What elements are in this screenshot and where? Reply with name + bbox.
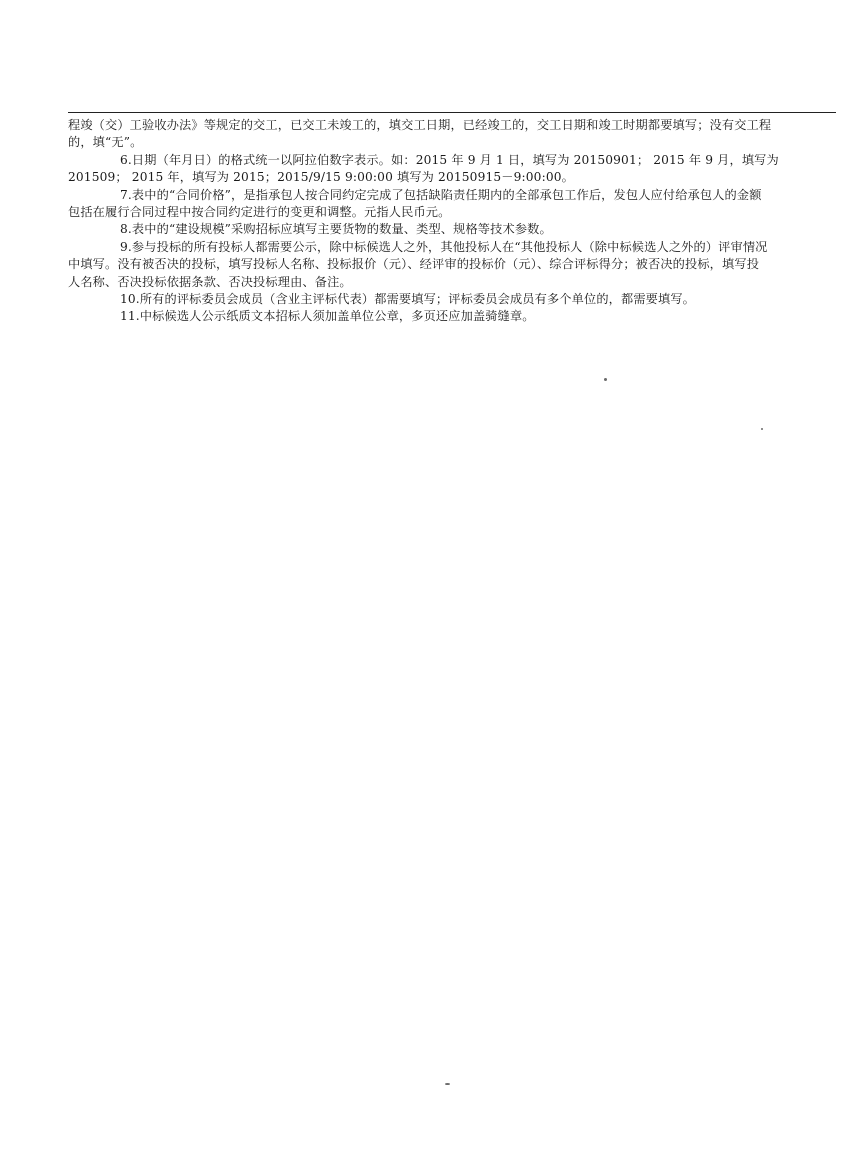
note-item-7-line-1: 7.表中的“合同价格”，是指承包人按合同约定完成了包括缺陷责任期内的全部承包工作后，发包人应付给承包人的金额 — [120, 187, 762, 202]
note-item-7-line-2: 包括在履行合同过程中按合同约定进行的变更和调整。元指人民币元。 — [68, 204, 451, 219]
note-item-6-line-1: 6.日期（年月日）的格式统一以阿拉伯数字表示。如：2015 年 9 月 1 日，填写为 20150901； 2015 年 9 月，填写为 — [120, 152, 779, 167]
notes-section — [68, 117, 840, 326]
note-item-10-line-1: 10.所有的评标委员会成员（含业主评标代表）都需要填写；评标委员会成员有多个单位的，都需要填写。 — [120, 291, 696, 306]
note-continuation-line-1: 程竣（交）工验收办法》等规定的交工，已交工未竣工的，填交工日期，已经竣工的，交工日期和竣工时期都要填写；没有交工程 — [68, 118, 772, 132]
note-item-8-line-1: 8.表中的“建设规模”采购招标应填写主要货物的数量、类型、规格等技术参数。 — [120, 222, 552, 237]
scan-speck — [604, 378, 607, 381]
note-item-9-line-3: 人名称、否决投标依据条款、否决投标理由、备注。 — [68, 274, 352, 289]
note-item-9-line-1: 9.参与投标的所有投标人都需要公示，除中标候选人之外，其他投标人在“其他投标人（除中标候选人之外的）评审情况 — [120, 239, 768, 254]
header-rule — [68, 112, 836, 113]
scan-speck — [761, 428, 763, 430]
note-continuation-line-2: 的，填“无”。 — [68, 135, 143, 150]
note-item-11-line-1: 11.中标候选人公示纸质文本招标人须加盖单位公章，多页还应加盖骑缝章。 — [120, 309, 535, 324]
note-item-9-line-2: 中填写。没有被否决的投标，填写投标人名称、投标报价（元）、经评审的投标价（元）、综合评标得分；被否决的投标，填写投 — [68, 257, 760, 272]
scan-speck — [445, 1083, 450, 1085]
note-item-6-line-2: 201509； 2015 年，填写为 2015；2015/9/15 9:00:00 填写为 20150915－9:00:00。 — [68, 170, 574, 185]
